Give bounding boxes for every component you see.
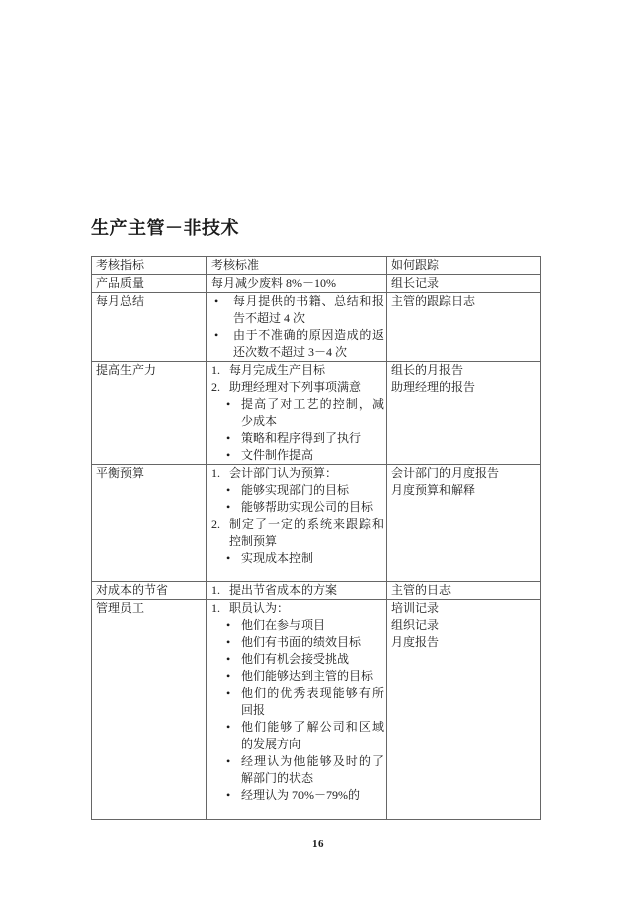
- criteria-item: [211, 362, 384, 379]
- bullet-marker: •: [226, 397, 231, 411]
- criteria-item: [211, 582, 384, 599]
- criteria-cell: [207, 582, 387, 600]
- col-header-criteria: 考核标准: [207, 257, 387, 275]
- bullet-marker: •: [226, 635, 231, 649]
- bullet-marker: •: [226, 431, 231, 445]
- number-marker: 1.: [211, 363, 220, 377]
- criteria-item: [211, 396, 384, 430]
- page-number: 16: [312, 838, 324, 850]
- criteria-item: [211, 668, 384, 685]
- criteria-text: 他们能够了解公司和区域的发展方向: [241, 720, 384, 751]
- criteria-cell: [207, 600, 387, 820]
- number-marker: 1.: [211, 601, 220, 615]
- tracking-cell: [387, 275, 541, 293]
- criteria-item: [211, 753, 384, 787]
- table-row: [92, 293, 541, 362]
- criteria-text: 他们的优秀表现能够有所回报: [241, 686, 384, 717]
- criteria-text: 他们有书面的绩效目标: [241, 635, 362, 649]
- number-marker: 1.: [211, 466, 220, 480]
- table-row: [92, 362, 541, 465]
- criteria-text: 职员认为：: [229, 601, 290, 615]
- indicator-cell: 提高生产力: [92, 362, 207, 465]
- tracking-line: 主管的日志: [391, 583, 452, 597]
- tracking-line: 月度预算和解释: [391, 483, 476, 497]
- criteria-item: [211, 516, 384, 550]
- tracking-cell: [387, 293, 541, 362]
- indicator-cell: 每月总结: [92, 293, 207, 362]
- criteria-cell: [207, 275, 387, 293]
- number-marker: 2.: [211, 517, 220, 531]
- evaluation-table: [91, 256, 541, 820]
- criteria-item: [211, 499, 384, 516]
- criteria-item: [211, 447, 384, 464]
- bullet-marker: •: [226, 652, 231, 666]
- criteria-text: 每月提供的书籍、总结和报告不超过 4 次: [233, 294, 384, 325]
- criteria-text: 助理经理对下列事项满意: [229, 380, 362, 394]
- table-row: [92, 465, 541, 582]
- criteria-text: 他们有机会接受挑战: [241, 652, 350, 666]
- bullet-marker: •: [226, 618, 231, 632]
- criteria-text: 制定了一定的系统来跟踪和控制预算: [229, 517, 384, 548]
- criteria-text: 他们能够达到主管的目标: [241, 669, 374, 683]
- tracking-line: 助理经理的报告: [391, 380, 476, 394]
- criteria-item: [211, 379, 384, 396]
- criteria-text: 会计部门认为预算：: [229, 466, 338, 480]
- criteria-cell: [207, 293, 387, 362]
- number-marker: 1.: [211, 583, 220, 597]
- criteria-text: 能够帮助实现公司的目标: [241, 500, 374, 514]
- bullet-marker: •: [226, 483, 231, 497]
- criteria-item: [211, 651, 384, 668]
- tracking-line: 会计部门的月度报告: [391, 466, 500, 480]
- bullet-marker: •: [226, 720, 231, 734]
- criteria-item: [211, 327, 384, 361]
- tracking-cell: [387, 465, 541, 582]
- tracking-line: 组长记录: [391, 276, 440, 290]
- table-header-row: [92, 257, 541, 275]
- criteria-text: 策略和程序得到了执行: [241, 431, 362, 445]
- tracking-line: 月度报告: [391, 635, 440, 649]
- tracking-cell: [387, 362, 541, 465]
- tracking-line: 主管的跟踪日志: [391, 294, 476, 308]
- criteria-item: [211, 685, 384, 719]
- criteria-item: [211, 600, 384, 617]
- col-header-tracking: 如何跟踪: [387, 257, 541, 275]
- tracking-line: 组长的月报告: [391, 363, 464, 377]
- criteria-item: [211, 550, 384, 567]
- criteria-text: 每月减少废料 8%－10%: [211, 276, 336, 290]
- criteria-text: 经理认为 70%－79%的: [241, 788, 360, 802]
- bullet-marker: •: [226, 669, 231, 683]
- bullet-marker: •: [214, 328, 219, 342]
- criteria-item: [211, 293, 384, 327]
- table-row: [92, 275, 541, 293]
- criteria-item: [211, 430, 384, 447]
- page-title: 生产主管－非技术: [91, 218, 239, 238]
- criteria-text: 他们在参与项目: [241, 618, 326, 632]
- criteria-text: 由于不准确的原因造成的返还次数不超过 3－4 次: [233, 328, 384, 359]
- tracking-cell: [387, 600, 541, 820]
- criteria-text: 每月完成生产目标: [229, 363, 326, 377]
- criteria-text: 能够实现部门的目标: [241, 483, 350, 497]
- criteria-text: 提出节省成本的方案: [229, 583, 338, 597]
- criteria-item: [211, 275, 384, 292]
- indicator-cell: 产品质量: [92, 275, 207, 293]
- criteria-item: [211, 465, 384, 482]
- number-marker: 2.: [211, 380, 220, 394]
- bullet-marker: •: [226, 500, 231, 514]
- tracking-cell: [387, 582, 541, 600]
- criteria-item: [211, 719, 384, 753]
- bullet-marker: •: [226, 551, 231, 565]
- criteria-cell: [207, 465, 387, 582]
- bullet-marker: •: [226, 448, 231, 462]
- criteria-item: [211, 787, 384, 804]
- criteria-item: [211, 634, 384, 651]
- criteria-text: 文件制作提高: [241, 448, 314, 462]
- criteria-item: [211, 482, 384, 499]
- indicator-cell: 管理员工: [92, 600, 207, 820]
- criteria-text: 提高了对工艺的控制，减少成本: [241, 397, 384, 428]
- bullet-marker: •: [226, 754, 231, 768]
- criteria-item: [211, 617, 384, 634]
- bullet-marker: •: [226, 788, 231, 802]
- criteria-text: 经理认为他能够及时的了解部门的状态: [241, 754, 384, 785]
- indicator-cell: 平衡预算: [92, 465, 207, 582]
- bullet-marker: •: [214, 294, 219, 308]
- page-content: [91, 217, 541, 820]
- criteria-cell: [207, 362, 387, 465]
- tracking-line: 组织记录: [391, 618, 440, 632]
- criteria-text: 实现成本控制: [241, 551, 314, 565]
- tracking-line: 培训记录: [391, 601, 440, 615]
- col-header-indicator: 考核指标: [92, 257, 207, 275]
- table-row: [92, 600, 541, 820]
- bullet-marker: •: [226, 686, 231, 700]
- indicator-cell: 对成本的节省: [92, 582, 207, 600]
- table-row: [92, 582, 541, 600]
